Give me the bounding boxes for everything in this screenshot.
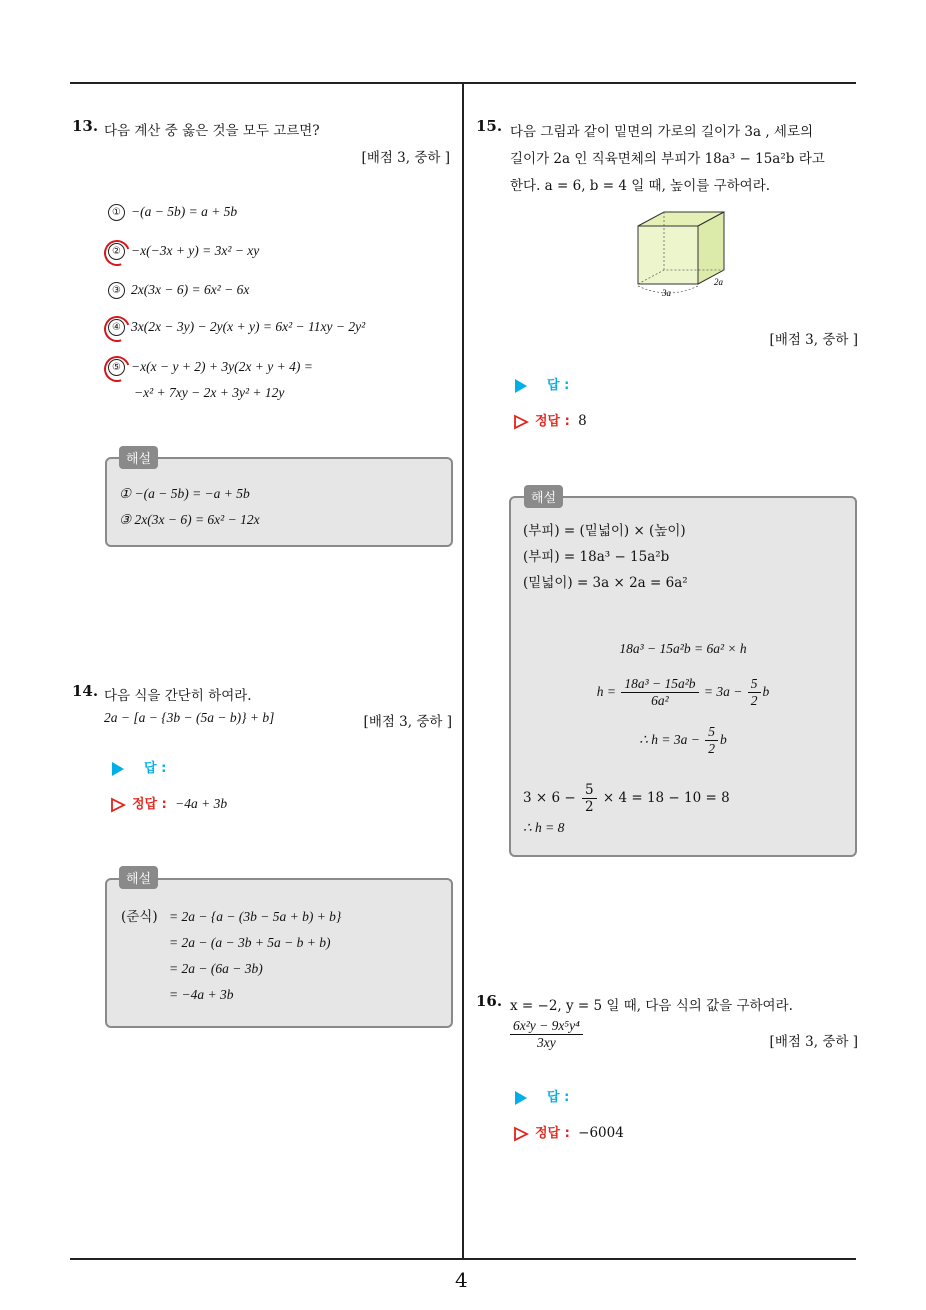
option-mark: ④	[108, 319, 125, 336]
correct-answer-row	[513, 1122, 624, 1142]
correct-answer-row	[513, 410, 587, 430]
explanation-line: (밑넓이) = 3a × 2a = 6a²	[523, 575, 688, 591]
explanation-therefore	[511, 724, 855, 757]
question-text-line: 한다. a = 6, b = 4 일 때, 높이를 구하여라.	[510, 178, 771, 194]
question-number: 14.	[72, 682, 99, 700]
fraction	[582, 782, 597, 815]
outline-triangle-icon	[513, 414, 529, 430]
fraction	[510, 1018, 583, 1051]
explanation-final: ∴ h = 8	[523, 820, 565, 835]
fraction-denominator: 2	[708, 741, 715, 757]
correct-label: 정답 :	[535, 414, 570, 429]
explanation-line: = 2a − (a − 3b + 5a − b + b)	[169, 935, 331, 950]
question-text: 다음 식을 간단히 하여라.	[104, 688, 252, 704]
fraction-numerator: 6x²y − 9x⁵y⁴	[510, 1018, 583, 1035]
option-mark: ③	[108, 282, 125, 299]
play-icon	[515, 379, 527, 393]
explanation-box	[509, 496, 857, 857]
play-icon	[515, 1091, 527, 1105]
correct-value: 8	[578, 413, 587, 429]
fraction	[621, 676, 698, 709]
question-text	[510, 119, 825, 200]
option-4[interactable]	[108, 319, 365, 336]
option-1[interactable]	[108, 204, 237, 221]
option-mark: ⑤	[108, 359, 125, 376]
explanation-equation-h	[511, 676, 855, 709]
question-text-line: 다음 그림과 같이 밑면의 가로의 길이가 3a , 세로의	[510, 124, 814, 140]
column-divider	[462, 84, 464, 1260]
score-label: [배점 3, 중하 ]	[361, 150, 450, 166]
bottom-rule	[70, 1258, 856, 1260]
eq-b: b	[719, 731, 727, 747]
question-expression: 2a − [a − {3b − (5a − b)} + b]	[104, 710, 275, 725]
option-5[interactable]	[108, 359, 313, 376]
width-label: 3a	[662, 288, 671, 298]
play-icon	[112, 762, 124, 776]
score-label: [배점 3, 중하 ]	[769, 1034, 858, 1050]
explanation-line: ③ 2x(3x − 6) = 6x² − 12x	[119, 512, 260, 527]
depth-label: 2a	[714, 277, 723, 287]
explanation-line: = 2a − {a − (3b − 5a + b) + b}	[169, 909, 342, 924]
eq-therefore: ∴ h = 3a −	[639, 731, 700, 747]
explanation-line: = −4a + 3b	[169, 987, 234, 1002]
explanation-line: = 2a − (6a − 3b)	[169, 961, 263, 976]
eq-b: b	[762, 683, 770, 699]
answer-row[interactable]	[515, 1086, 569, 1105]
option-expr: 3x(2x − 3y) − 2y(x + y) = 6x² − 11xy − 2y²	[131, 319, 366, 334]
option-expr: −x(−3x + y) = 3x² − xy	[131, 243, 260, 258]
correct-value: −6004	[578, 1125, 624, 1141]
cuboid-figure	[630, 208, 740, 298]
fraction-numerator: 5	[748, 676, 761, 693]
fraction-numerator: 18a³ − 15a²b	[621, 676, 698, 693]
option-mark: ②	[108, 243, 125, 260]
outline-triangle-icon	[110, 797, 126, 813]
score-label: [배점 3, 중하 ]	[769, 332, 858, 348]
answer-label: 답 :	[144, 761, 167, 776]
option-2[interactable]	[108, 243, 259, 260]
score-label: [배점 3, 중하 ]	[363, 714, 452, 730]
explanation-box	[105, 878, 453, 1028]
fraction-numerator: 5	[705, 724, 718, 741]
question-text: 다음 계산 중 옳은 것을 모두 고르면?	[104, 123, 320, 139]
question-text: x = −2, y = 5 일 때, 다음 식의 값을 구하여라.	[510, 998, 793, 1014]
correct-label: 정답 :	[132, 797, 167, 812]
question-number: 16.	[476, 992, 503, 1010]
explanation-line: ① −(a − 5b) = −a + 5b	[119, 486, 250, 501]
fraction-denominator: 6a²	[651, 693, 669, 709]
fraction	[705, 724, 718, 757]
outline-triangle-icon	[513, 1126, 529, 1142]
explanation-lead: (준식)	[121, 909, 158, 925]
eq-lead: h =	[596, 683, 616, 699]
fraction-denominator: 2	[584, 799, 594, 816]
explanation-calc	[523, 782, 730, 815]
fraction-denominator: 3xy	[537, 1035, 556, 1051]
correct-answer-row	[110, 793, 227, 813]
explanation-equation: 18a³ − 15a²b = 6a² × h	[619, 641, 747, 656]
calc-tail: × 4 = 18 − 10 = 8	[602, 790, 730, 807]
question-number: 15.	[476, 117, 503, 135]
option-expr: −(a − 5b) = a + 5b	[131, 204, 238, 219]
calc-lead: 3 × 6 −	[523, 790, 576, 807]
explanation-box	[105, 457, 453, 547]
option-3[interactable]	[108, 282, 249, 299]
option-mark: ①	[108, 204, 125, 221]
explanation-line: (부피) = (밑넓이) × (높이)	[523, 523, 686, 539]
answer-row[interactable]	[112, 757, 166, 776]
question-text-line: 길이가 2a 인 직육면체의 부피가 18a³ − 15a²b 라고	[510, 151, 825, 167]
correct-value: −4a + 3b	[175, 796, 228, 811]
fraction-denominator: 2	[750, 693, 758, 709]
explanation-tag: 해설	[524, 485, 563, 508]
option-expr: −x(x − y + 2) + 3y(2x + y + 4) =	[131, 359, 313, 374]
explanation-tag: 해설	[119, 446, 158, 469]
question-expression	[508, 1018, 585, 1051]
explanation-tag: 해설	[119, 866, 158, 889]
answer-row[interactable]	[515, 374, 569, 393]
eq-mid: = 3a −	[703, 683, 743, 699]
answer-label: 답 :	[547, 1090, 570, 1105]
option-expr: 2x(3x − 6) = 6x² − 6x	[131, 282, 250, 297]
option-5-continued: −x² + 7xy − 2x + 3y² + 12y	[134, 385, 285, 400]
fraction	[748, 676, 761, 709]
fraction-numerator: 5	[582, 782, 597, 799]
page-number: 4	[455, 1268, 468, 1292]
correct-label: 정답 :	[535, 1126, 570, 1141]
answer-label: 답 :	[547, 378, 570, 393]
question-number: 13.	[72, 117, 99, 135]
explanation-line: (부피) = 18a³ − 15a²b	[523, 549, 670, 565]
